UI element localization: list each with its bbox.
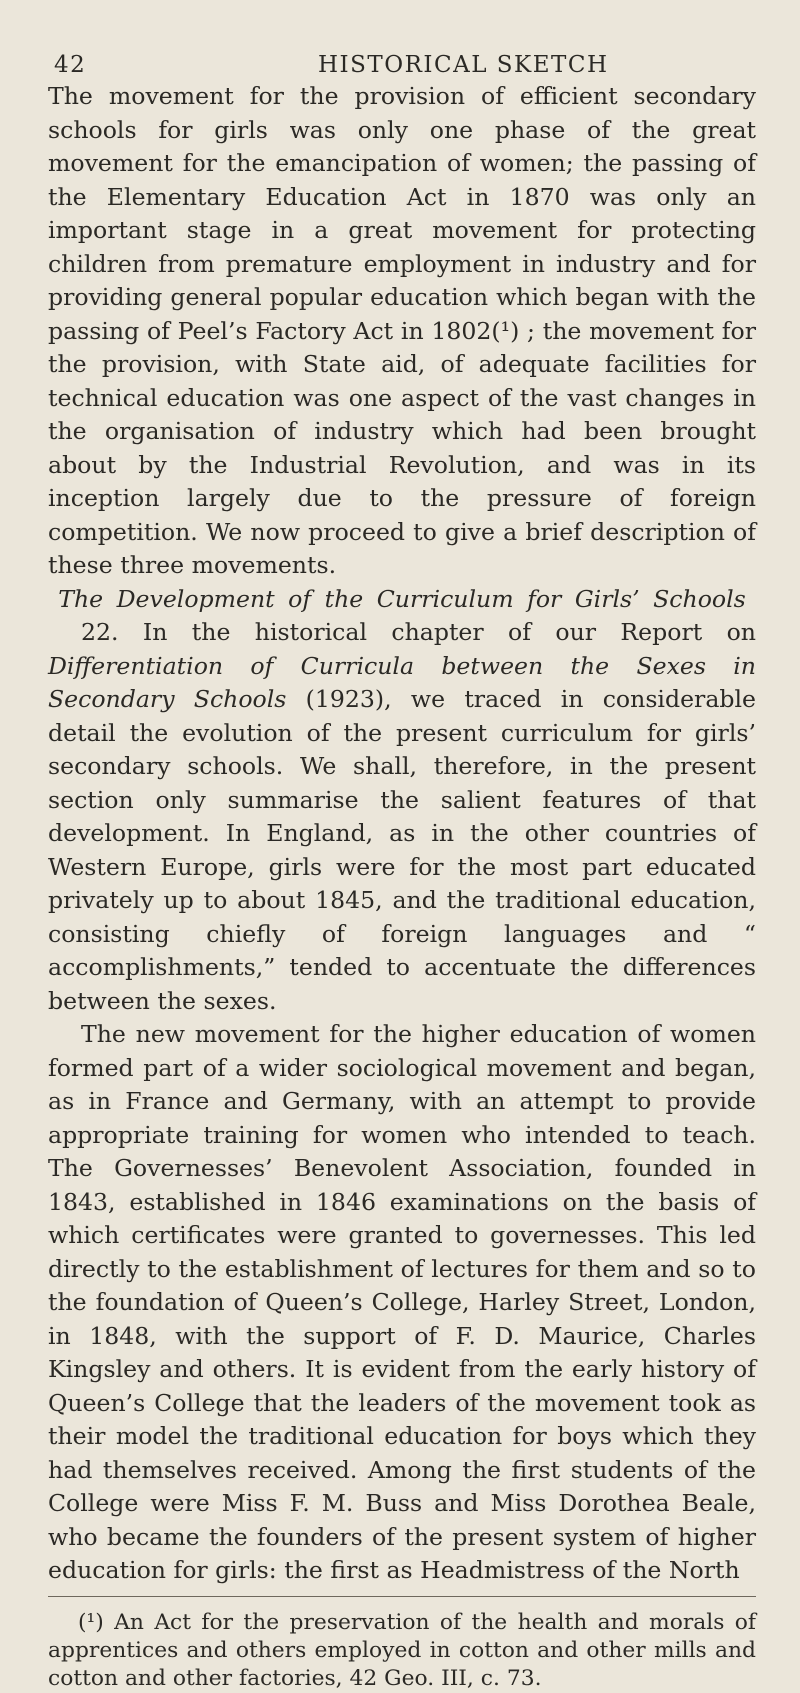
intro-paragraph: The movement for the provision of efficient secondary schools for girls was only one phase of the great movement for the emancipation of women; the passing of the Elementary Education Act in 1870 was only an important stage in a great movement for protecting children from premature employment in industry and for providing general popular education which began with the passing of Peel’s Factory Act in 1802(¹) ; the movement for the provision, with State aid, of adequate facilities for technical education was one aspect of the vast changes in the organisation of industry which had been brought about by the Industrial Revolution, and was in its inception largely due to the pressure of foreign competition. We now proceed to give a brief description of these three movements. <box>48 82 756 579</box>
page-number: 42 <box>54 52 87 78</box>
footnote-rule <box>48 1596 756 1597</box>
paragraph-new-movement: The new movement for the higher education of women formed part of a wider sociological movement and began, as in France and Germany, with an attempt to provide appropriate training for women who intended to teach. The Governesses’ Benevolent Association, founded in 1843, established in 1846 examinations on the basis of which certificates were granted to governesses. This led directly to the establishment of lectures for them and so to the foundation of Queen’s College, Harley Street, London, in 1848, with the support of F. D. Maurice, Charles Kingsley and others. It is evident from the early history of Queen’s College that the leaders of the movement took as their model the traditional education for boys which they had themselves received. Among the first students of the College were Miss F. M. Buss and Miss Dorothea Beale, who became the founders of the present system of higher education for girls: the first as Headmistress of the North <box>48 1020 756 1584</box>
paragraph-22-rest: (1923), we traced in considerable detail the evolution of the present curriculum for girls’ secondary schools. We shall, therefore, in the present section only summarise the salient features of that development. In England, as in the other countries of Western Europe, girls were for the most part educated privately up to about 1845, and the traditional education, consisting chiefly of foreign languages and “ accomplishments,” tended to accentuate the differences between the sexes. <box>48 685 756 1015</box>
footnote: (¹) An Act for the preservation of the health and morals of apprentices and others employed in cotton and other mills and cotton and other factories, 42 Geo. III, c. 73. <box>48 1609 756 1691</box>
page-body <box>48 80 756 1693</box>
running-title: HISTORICAL SKETCH <box>318 52 609 78</box>
paragraph-22-lead: 22. In the historical chapter of our Report on <box>81 618 756 646</box>
paragraph-22 <box>48 616 756 1018</box>
report-title: Differentiation of Curricula between the Sexes in Secondary Schools <box>48 651 756 713</box>
section-heading: The Development of the Curriculum for Girls’ Schools <box>58 584 746 613</box>
